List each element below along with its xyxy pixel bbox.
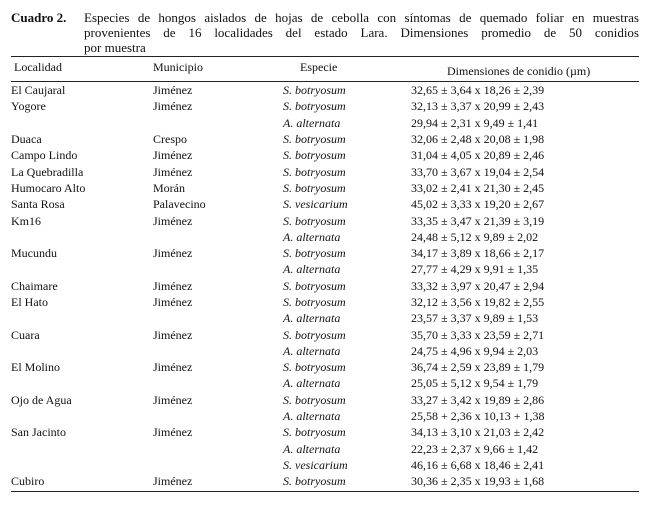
table-row: [11, 392, 639, 408]
municipio-cell: [153, 229, 283, 245]
especie-cell: A. alternata: [283, 311, 341, 326]
especie-cell: S. botryosum: [283, 148, 346, 163]
especie-cell: S. botryosum: [283, 278, 346, 293]
municipio-cell: Jiménez: [153, 83, 193, 98]
municipio-cell: Jiménez: [153, 327, 193, 342]
municipio-cell: [153, 310, 283, 326]
municipio-cell: Jiménez: [153, 148, 193, 163]
localidad-cell: Ojo de Agua: [11, 392, 72, 407]
caption-label: Cuadro 2.: [11, 10, 67, 25]
table-row: [11, 212, 639, 228]
table-row: [11, 163, 639, 179]
dimensiones-cell: 32,06 ± 2,48 x 20,08 ± 1,98: [411, 132, 545, 147]
municipio-cell: Crespo: [153, 132, 187, 147]
table-row: [11, 375, 639, 391]
header-especie: Especie: [300, 60, 338, 74]
top-rule: [11, 56, 639, 57]
localidad-cell: Cubiro: [11, 474, 45, 489]
localidad-cell: [11, 115, 153, 131]
dimensiones-cell: 23,57 ± 3,37 x 9,89 ± 1,53: [411, 311, 539, 326]
dimensiones-cell: 29,94 ± 2,31 x 9,49 ± 1,41: [411, 115, 539, 130]
localidad-cell: El Molino: [11, 360, 61, 375]
table-row: [11, 229, 639, 245]
table-row: [11, 408, 639, 424]
municipio-cell: Jiménez: [153, 360, 193, 375]
dimensiones-cell: 32,65 ± 3,64 x 18,26 ± 2,39: [411, 83, 545, 98]
especie-cell: S. botryosum: [283, 164, 346, 179]
dimensiones-cell: 27,77 ± 4,29 x 9,91 ± 1,35: [411, 262, 539, 277]
dimensiones-cell: 22,23 ± 2,37 x 9,66 ± 1,42: [411, 441, 539, 456]
table-row: [11, 343, 639, 359]
dimensiones-cell: 33,35 ± 3,47 x 21,39 ± 3,19: [411, 213, 545, 228]
especie-cell: S. vesicarium: [283, 197, 348, 212]
especie-cell: S. botryosum: [283, 425, 346, 440]
municipio-cell: Jiménez: [153, 213, 193, 228]
dimensiones-cell: 31,04 ± 4,05 x 20,89 ± 2,46: [411, 148, 545, 163]
dimensiones-cell: 34,17 ± 3,89 x 18,66 ± 2,17: [411, 246, 545, 261]
species-table: [11, 82, 639, 489]
especie-cell: S. botryosum: [283, 99, 346, 114]
dimensiones-cell: 33,70 ± 3,67 x 19,04 ± 2,54: [411, 164, 545, 179]
municipio-cell: [153, 441, 283, 457]
bottom-rule: [11, 491, 639, 492]
municipio-cell: [153, 408, 283, 424]
localidad-cell: Chaimare: [11, 278, 58, 293]
table-row: [11, 326, 639, 342]
especie-cell: S. botryosum: [283, 474, 346, 489]
dimensiones-cell: 34,13 ± 3,10 x 21,03 ± 2,42: [411, 425, 545, 440]
caption-line-1: Especies de hongos aislados de hojas de cebolla con síntomas de quemado foliar en muestras: [84, 10, 639, 25]
table-row: [11, 424, 639, 440]
dimensiones-cell: 25,05 ± 5,12 x 9,54 ± 1,79: [411, 376, 539, 391]
dimensiones-cell: 33,32 ± 3,97 x 20,47 ± 2,94: [411, 278, 545, 293]
dimensiones-cell: 24,75 ± 4,96 x 9,94 ± 2,03: [411, 343, 539, 358]
table-row: [11, 98, 639, 114]
table-row: [11, 245, 639, 261]
especie-cell: S. botryosum: [283, 327, 346, 342]
municipio-cell: [153, 343, 283, 359]
municipio-cell: [153, 261, 283, 277]
municipio-cell: Jiménez: [153, 246, 193, 261]
localidad-cell: [11, 441, 153, 457]
especie-cell: S. botryosum: [283, 213, 346, 228]
dimensiones-cell: 36,74 ± 2,59 x 23,89 ± 1,79: [411, 360, 545, 375]
localidad-cell: La Quebradilla: [11, 164, 84, 179]
municipio-cell: [153, 457, 283, 473]
localidad-cell: Yogore: [11, 99, 46, 114]
localidad-cell: Cuara: [11, 327, 40, 342]
table-row: [11, 310, 639, 326]
localidad-cell: [11, 408, 153, 424]
header-dimensiones: Dimensiones de conidio (µm): [447, 64, 591, 78]
municipio-cell: [153, 115, 283, 131]
municipio-cell: Jiménez: [153, 474, 193, 489]
localidad-cell: Campo Lindo: [11, 148, 78, 163]
municipio-cell: Jiménez: [153, 425, 193, 440]
localidad-cell: El Hato: [11, 295, 48, 309]
dimensiones-cell: 45,02 ± 3,33 x 19,20 ± 2,67: [411, 197, 545, 212]
table-row: [11, 473, 639, 489]
dimensiones-cell: 46,16 ± 6,68 x 18,46 ± 2,41: [411, 457, 545, 472]
dimensiones-cell: 35,70 ± 3,33 x 23,59 ± 2,71: [411, 327, 545, 342]
especie-cell: A. alternata: [283, 229, 341, 244]
localidad-cell: [11, 310, 153, 326]
localidad-cell: [11, 457, 153, 473]
table-row: [11, 278, 639, 294]
dimensiones-cell: 32,12 ± 3,56 x 19,82 ± 2,55: [411, 295, 545, 309]
table-row: [11, 457, 639, 473]
municipio-cell: Jiménez: [153, 164, 193, 179]
especie-cell: A. alternata: [283, 262, 341, 277]
localidad-cell: [11, 375, 153, 391]
especie-cell: A. alternata: [283, 409, 341, 424]
especie-cell: A. alternata: [283, 115, 341, 130]
dimensiones-cell: 33,27 ± 3,42 x 19,89 ± 2,86: [411, 392, 545, 407]
caption-line-3: por muestra: [84, 40, 146, 55]
dimensiones-cell: 33,02 ± 2,41 x 21,30 ± 2,45: [411, 180, 545, 195]
table-row: [11, 359, 639, 375]
especie-cell: S. botryosum: [283, 246, 346, 261]
table-row: [11, 441, 639, 457]
table-row: [11, 180, 639, 196]
municipio-cell: [153, 375, 283, 391]
localidad-cell: [11, 229, 153, 245]
table-row: [11, 131, 639, 147]
localidad-cell: San Jacinto: [11, 425, 66, 440]
dimensiones-cell: 30,36 ± 2,35 x 19,93 ± 1,68: [411, 474, 545, 489]
especie-cell: A. alternata: [283, 441, 341, 456]
municipio-cell: Jiménez: [153, 99, 193, 114]
especie-cell: S. botryosum: [283, 83, 346, 98]
especie-cell: S. botryosum: [283, 295, 346, 309]
localidad-cell: Duaca: [11, 132, 42, 147]
header-municipio: Municipio: [153, 60, 203, 74]
localidad-cell: El Caujaral: [11, 83, 66, 98]
especie-cell: S. botryosum: [283, 360, 346, 375]
especie-cell: S. botryosum: [283, 180, 346, 195]
localidad-cell: [11, 261, 153, 277]
municipio-cell: Jiménez: [153, 392, 193, 407]
dimensiones-cell: 24,48 ± 5,12 x 9,89 ± 2,02: [411, 229, 539, 244]
table-row: [11, 82, 639, 98]
municipio-cell: Morán: [153, 180, 185, 195]
especie-cell: S. vesicarium: [283, 457, 348, 472]
municipio-cell: Jiménez: [153, 278, 193, 293]
especie-cell: A. alternata: [283, 376, 341, 391]
especie-cell: S. botryosum: [283, 132, 346, 147]
table-row: [11, 147, 639, 163]
localidad-cell: Km16: [11, 213, 41, 228]
municipio-cell: Palavecino: [153, 197, 206, 212]
localidad-cell: Mucundu: [11, 246, 57, 261]
localidad-cell: Santa Rosa: [11, 197, 65, 212]
municipio-cell: Jiménez: [153, 295, 193, 309]
localidad-cell: Humocaro Alto: [11, 180, 86, 195]
especie-cell: S. botryosum: [283, 392, 346, 407]
dimensiones-cell: 32,13 ± 3,37 x 20,99 ± 2,43: [411, 99, 545, 114]
table-row: [11, 196, 639, 212]
especie-cell: A. alternata: [283, 343, 341, 358]
table-row: [11, 294, 639, 310]
dimensiones-cell: 25,58 + 2,36 x 10,13 + 1,38: [411, 409, 545, 424]
caption-line-2: provenientes de 16 localidades del estado Lara. Dimensiones promedio de 50 conidios: [84, 25, 639, 40]
header-localidad: Localidad: [14, 60, 62, 74]
localidad-cell: [11, 343, 153, 359]
table-row: [11, 115, 639, 131]
table-row: [11, 261, 639, 277]
